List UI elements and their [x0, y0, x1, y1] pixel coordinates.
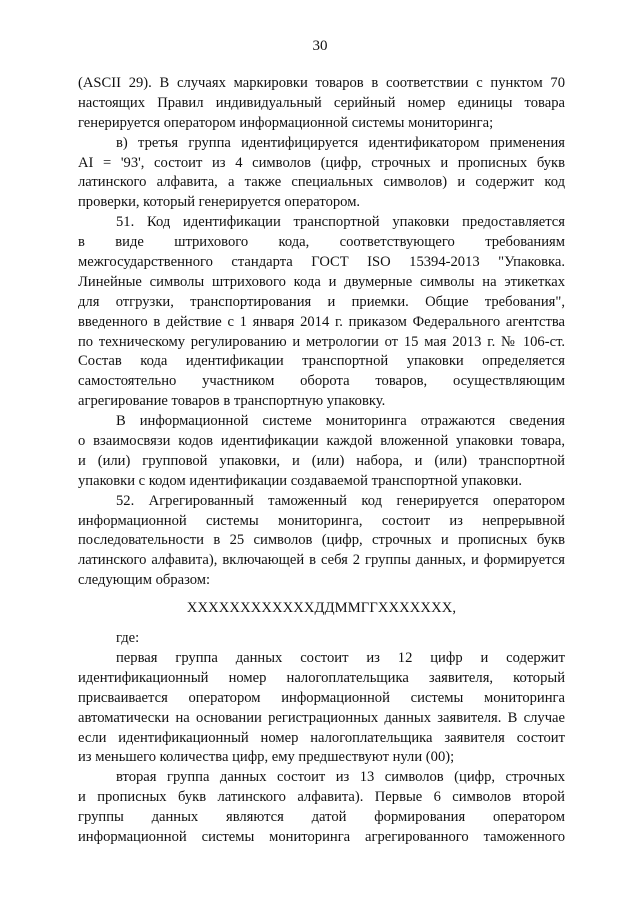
text-line: межгосударственного стандарта ГОСТ ISO 15394-2013 "Упаковка. [78, 254, 565, 271]
text-line: автоматически на основании регистрационных данных заявителя. В случае [78, 709, 565, 726]
text-line: последовательности в 25 символов (цифр, строчных и прописных букв [78, 532, 565, 549]
text-line: о взаимосвязи кодов идентификации каждой вложенной упаковки товара, [78, 433, 565, 450]
text-line: информационной системы мониторинга агрегированного таможенного [78, 828, 565, 845]
text-line: по техническому регулированию и метрологии от 15 мая 2013 г. № 106-ст. [78, 333, 565, 350]
text-line: Линейные символы штрихового кода и двумерные символы на этикетках [78, 273, 565, 290]
text-line: вторая группа данных состоит из 13 символов (цифр, строчных [116, 769, 565, 786]
text-line: AI = '93', состоит из 4 символов (цифр, строчных и прописных букв [78, 154, 565, 171]
text-line: латинского алфавита, а также специальных символов) и содержит код [78, 174, 565, 191]
text-line: в виде штрихового кода, соответствующего требованиям [78, 234, 565, 251]
paragraph-p4 [78, 492, 565, 591]
text-line: Состав кода идентификации транспортной упаковки определяется [78, 353, 565, 370]
paragraphs-after-code [78, 649, 565, 848]
text-line: латинского алфавита), включающей в себя 2 группы данных, и формируется [78, 552, 565, 569]
text-line: следующим образом: [78, 572, 211, 589]
text-line: и прописных букв латинского алфавита). Первые 6 символов второй [78, 789, 565, 806]
document-body [78, 74, 565, 848]
text-line: упаковки с кодом идентификации создаваемой транспортной упаковки. [78, 472, 523, 489]
text-line: 52. Агрегированный таможенный код генерируется оператором [116, 492, 565, 509]
text-line: (ASCII 29). В случаях маркировки товаров в соответствии с пунктом 70 [78, 75, 565, 91]
paragraph-p3 [78, 412, 565, 492]
text-line: информационной системы мониторинга, состоит из непрерывной [78, 512, 565, 529]
text-line: и (или) групповой упаковки, и (или) набора, и (или) транспортной [78, 452, 565, 469]
text-line: если идентификационный номер налогоплательщика заявителя состоит [78, 729, 565, 746]
text-line: для отгрузки, транспортирования и приемки. Общие требования", [78, 293, 565, 310]
text-line: введенного в действие с 1 января 2014 г. приказом Федерального агентства [78, 313, 565, 330]
text-line: самостоятельно участником оборота товаров, осуществляющим [78, 373, 565, 390]
text-line: агрегирование товаров в транспортную упаковку. [78, 393, 386, 410]
paragraph-p0 [78, 74, 565, 134]
paragraph-p1 [78, 134, 565, 214]
text-line: из меньшего количества цифр, ему предшествуют нули (00); [78, 749, 455, 766]
paragraphs-before-code [78, 74, 565, 591]
paragraph-p5 [78, 649, 565, 768]
text-line: присваивается оператором информационной системы мониторинга [78, 689, 565, 706]
text-line: в) третья группа идентифицируется идентификатором применения [116, 134, 565, 151]
code-format-template: XXXXXXXXXXXXДДММГГXXXXXXX, [186, 600, 457, 617]
paragraph-p6 [78, 768, 565, 848]
text-line: идентификационный номер налогоплательщика заявителя, который [78, 669, 565, 686]
text-line: первая группа данных состоит из 12 цифр и содержит [116, 649, 565, 666]
text-line: генерируется оператором информационной системы мониторинга; [78, 114, 494, 131]
text-line: настоящих Правил индивидуальный серийный номер единицы товара [78, 94, 565, 111]
text-line: группы данных являются датой формирования оператором [78, 809, 565, 826]
text-line: 51. Код идентификации транспортной упаковки предоставляется [116, 214, 565, 231]
text-line: проверки, который генерируется оператором. [78, 194, 361, 211]
page-number: 30 [312, 38, 328, 54]
where-label: где: [116, 630, 140, 647]
paragraph-p2 [78, 213, 565, 412]
text-line: В информационной системе мониторинга отражаются сведения [116, 413, 565, 430]
